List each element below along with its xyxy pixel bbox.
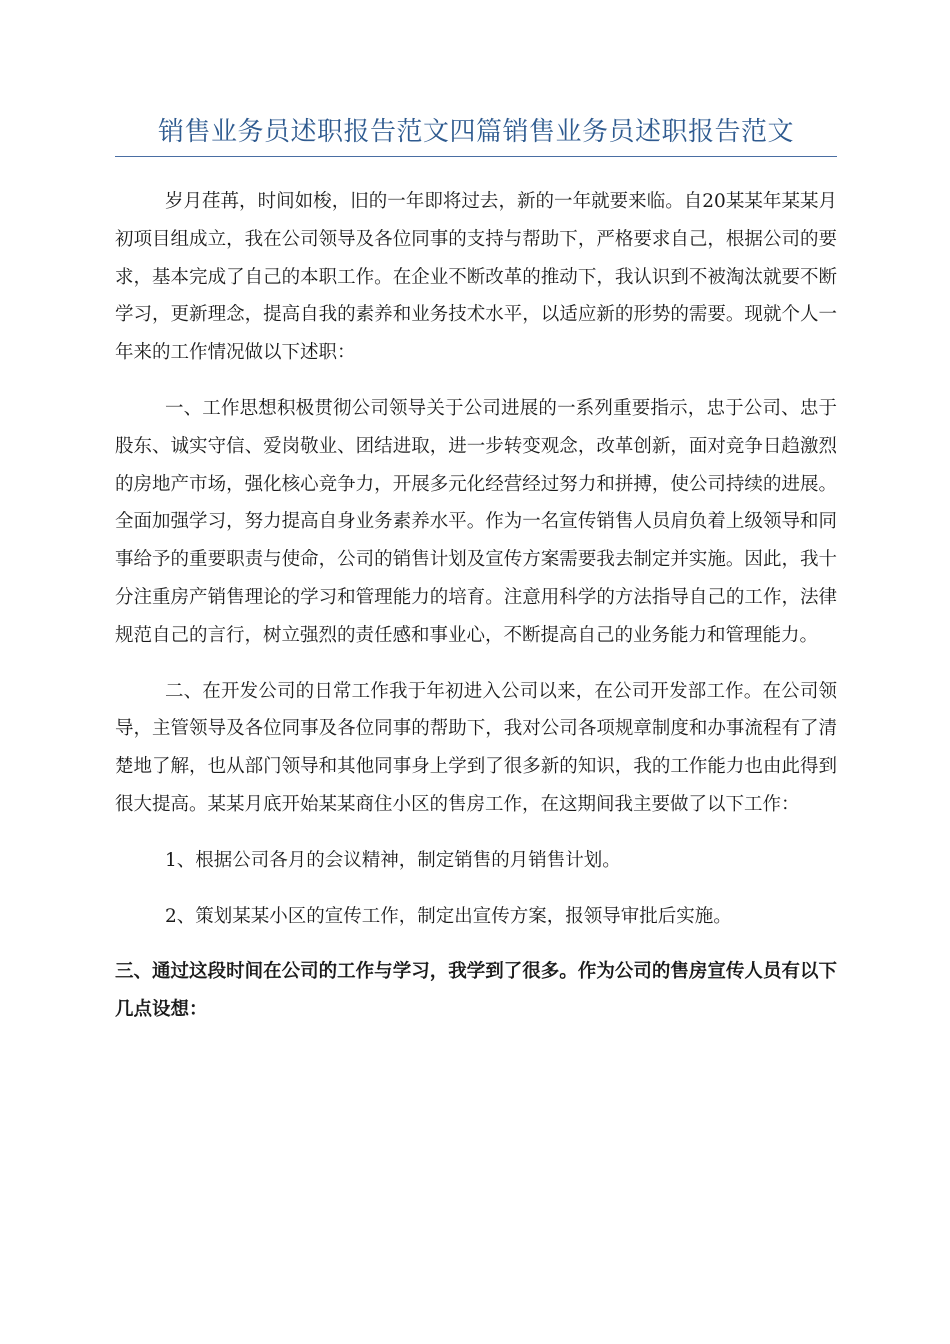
document-page xyxy=(115,110,837,1047)
document-body xyxy=(115,183,837,1029)
paragraph-section-1: 一、工作思想积极贯彻公司领导关于公司进展的一系列重要指示，忠于公司、忠于股东、诚实守信、爱岗敬业、团结进取，进一步转变观念，改革创新，面对竞争日趋激烈的房地产市场，强化核心竞争力，开展多元化经营经过努力和拼搏，使公司持续的进展。全面加强学习，努力提高自身业务素养水平。作为一名宣传销售人员肩负着上级领导和同事给予的重要职责与使命，公司的销售计划及宣传方案需要我去制定并实施。因此，我十分注重房产销售理论的学习和管理能力的培育。注意用科学的方法指导自己的工作，法律规范自己的言行，树立强烈的责任感和事业心，不断提高自己的业务能力和管理能力。 xyxy=(115,397,837,646)
paragraph-item-2: 2、策划某某小区的宣传工作，制定出宣传方案，报领导审批后实施。 xyxy=(164,905,732,927)
paragraph-item-1: 1、根据公司各月的会议精神，制定销售的月销售计划。 xyxy=(164,849,621,871)
paragraph-intro: 岁月荏苒，时间如梭，旧的一年即将过去，新的一年就要来临。自20某某年某某月初项目组成立，我在公司领导及各位同事的支持与帮助下，严格要求自己，根据公司的要求，基本完成了自己的本职工作。在企业不断改革的推动下，我认识到不被淘汰就要不断学习，更新理念，提高自我的素养和业务技术水平，以适应新的形势的需要。现就个人一年来的工作情况做以下述职： xyxy=(115,191,837,364)
document-title: 销售业务员述职报告范文四篇销售业务员述职报告范文 xyxy=(115,110,837,157)
paragraph-section-2: 二、在开发公司的日常工作我于年初进入公司以来，在公司开发部工作。在公司领导，主管领导及各位同事及各位同事的帮助下，我对公司各项规章制度和办事流程有了清楚地了解，也从部门领导和其他同事身上学到了很多新的知识，我的工作能力也由此得到很大提高。某某月底开始某某商住小区的售房工作，在这期间我主要做了以下工作： xyxy=(115,680,837,815)
paragraph-section-3-heading: 三、通过这段时间在公司的工作与学习，我学到了很多。作为公司的售房宣传人员有以下几点设想： xyxy=(115,961,837,1021)
